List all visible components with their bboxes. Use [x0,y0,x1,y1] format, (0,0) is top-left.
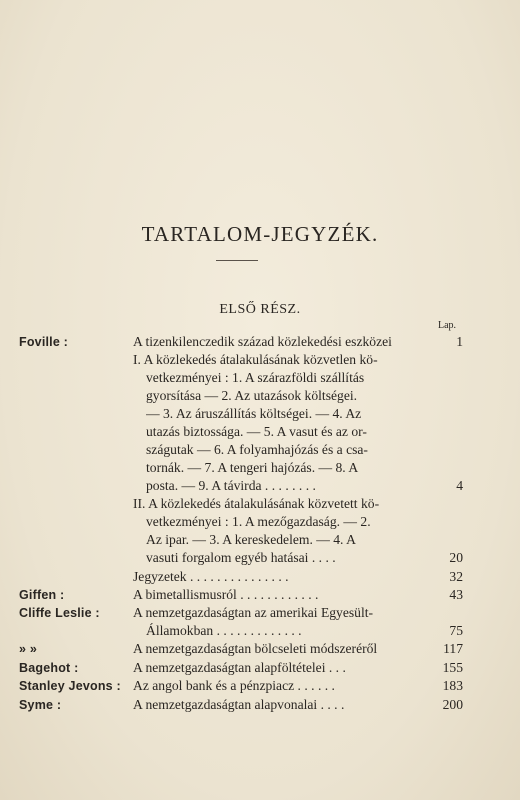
toc-entry-text: A nemzetgazdaságtan bölcseleti módszeréről [133,641,378,656]
toc-entry-text: Az ipar. — 3. A kereskedelem. — 4. A [146,532,356,547]
toc-entry-text: vetkezményei : 1. A szárazföldi szállítás [146,370,365,385]
toc-row [0,568,520,586]
toc-entry-text: A tizenkilenczedik század közlekedési eszközei [133,334,392,349]
toc-row [0,369,520,387]
toc-author: Foville : [19,335,69,349]
toc-entry-text: A nemzetgazdaságtan alapföltételei . . . [133,660,346,675]
toc-row [0,477,520,495]
toc-row [0,549,520,567]
toc-row [0,604,520,622]
page-column-label: Lap. [438,320,457,331]
toc-entry-text: Jegyzetek . . . . . . . . . . . . . . . [133,569,289,584]
toc-entry-text: posta. — 9. A távirda . . . . . . . . [146,478,316,493]
toc-page-number: 183 [442,678,463,693]
page-title: TARTALOM-JEGYZÉK. [141,222,379,246]
toc-row [0,622,520,640]
toc-page-number: 117 [443,641,463,656]
toc-row [0,640,520,658]
toc-entry-text: I. A közlekedés átalakulásának közvetlen kö- [133,352,378,367]
toc-row [0,459,520,477]
toc-entry-text: A bimetallismusról . . . . . . . . . . . . [133,587,319,602]
toc-author: Giffen : [19,588,65,602]
toc-entry-text: A nemzetgazdaságtan alapvonalai . . . . [133,697,345,712]
toc-author: » » [19,642,37,656]
toc-author: Stanley Jevons : [19,679,121,693]
toc-page-number: 43 [449,587,463,602]
toc-entry-text: vetkezményei : 1. A mezőgazdaság. — 2. [146,514,371,529]
toc-row [0,531,520,549]
toc-entry-text: szágutak — 6. A folyamhajózás és a csa- [146,442,368,457]
toc-row [0,586,520,604]
toc-entry-text: — 3. Az áruszállítás költségei. — 4. Az [146,406,362,421]
toc-page-number: 1 [456,334,463,349]
toc-row [0,659,520,677]
toc-entry-text: Államokban . . . . . . . . . . . . . [146,623,302,638]
toc-row [0,405,520,423]
toc-row [0,696,520,714]
toc-row [0,513,520,531]
toc-entry-text: A nemzetgazdaságtan az amerikai Egyesült- [133,605,374,620]
toc-page-number: 155 [442,660,463,675]
toc-page-number: 32 [449,569,463,584]
toc-author: Bagehot : [19,661,79,675]
toc-entry-text: gyorsítása — 2. Az utazások költségei. [146,388,358,403]
toc-row [0,333,520,351]
toc-author: Cliffe Leslie : [19,606,100,620]
toc-row [0,441,520,459]
toc-entry-text: II. A közlekedés átalakulásának közvetett kö- [133,496,380,511]
toc-author: Syme : [19,698,62,712]
toc-row [0,495,520,513]
toc-page-number: 75 [449,623,463,638]
toc-page-number: 4 [456,478,463,493]
toc-page-number: 200 [442,697,463,712]
toc-entry-text: tornák. — 7. A tengeri hajózás. — 8. A [146,460,359,475]
toc-entry-text: Az angol bank és a pénzpiacz . . . . . . [133,678,335,693]
part-heading: ELSŐ RÉSZ. [219,302,301,317]
toc-row [0,351,520,369]
toc-entry-text: vasuti forgalom egyéb hatásai . . . . [146,550,336,565]
toc-page-number: 20 [449,550,463,565]
toc-row [0,423,520,441]
toc-row [0,677,520,695]
toc-entry-text: utazás biztossága. — 5. A vasut és az or- [146,424,367,439]
toc-row [0,387,520,405]
